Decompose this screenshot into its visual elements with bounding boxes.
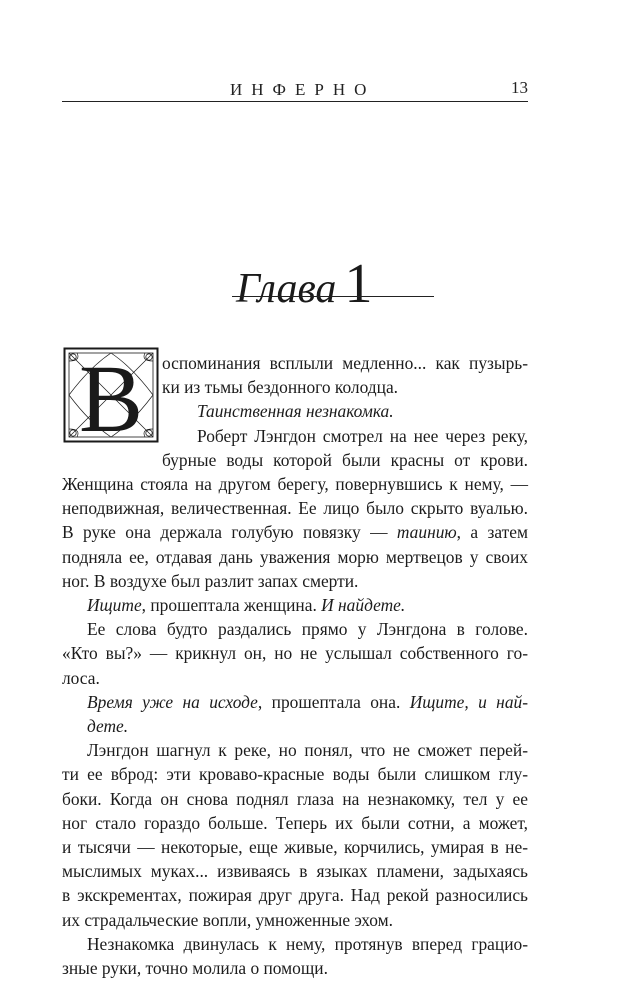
text-line <box>62 883 528 907</box>
text-run: в экскрементах, пожирая друг друга. Над рекой разносились <box>62 885 528 906</box>
text-run: Ее слова будто раздались прямо у Лэнгдона в голове. <box>87 619 528 640</box>
italic-run: Ищите <box>87 595 142 615</box>
text-run: ног стало гораздо больше. Теперь их были сотни, а может, <box>62 812 528 833</box>
text-line <box>62 666 100 690</box>
text-run: Лэнгдон шагнул к реке, но понял, что не сможет перей- <box>87 740 528 761</box>
text-run: боки. Когда он снова поднял глаза на незнакомку, тел у ее <box>62 788 528 809</box>
text-run: Незнакомка двинулась к нему, протянув вперед грацио- <box>87 933 528 954</box>
text-run: лоса. <box>62 667 100 688</box>
running-head <box>62 78 528 102</box>
text-run: ки из тьмы бездонного колодца. <box>162 377 399 398</box>
page-number: 13 <box>511 78 528 97</box>
text-line <box>87 593 405 617</box>
running-title: ИНФЕРНО <box>230 80 376 99</box>
chapter-word: Глава <box>236 266 337 312</box>
text-line <box>87 714 128 738</box>
text-line <box>87 617 528 641</box>
text-run: их страдальческие вопли, умноженные эхом. <box>62 909 393 930</box>
italic-run: Ищите, и най- <box>409 691 528 712</box>
text-line <box>87 738 528 762</box>
text-run: подняла ее, отдавая дань уважения морю мертвецов у своих <box>62 546 528 567</box>
chapter-heading <box>236 252 373 315</box>
italic-run: Таинственная незнакомка. <box>197 401 394 422</box>
text-run: и тысячи — некоторые, еще живые, корчились, умирая в не- <box>62 837 528 857</box>
text-line <box>62 641 528 665</box>
text-run: Женщина стояла на другом берегу, повернувшись к нему, — <box>62 474 528 494</box>
italic-run: дете. <box>87 716 129 736</box>
text-run: ног. В воздухе был разлит запах смерти. <box>62 570 359 591</box>
chapter-number: 1 <box>344 253 373 315</box>
text-line <box>162 448 528 472</box>
text-line <box>62 787 528 811</box>
text-run: , а затем <box>456 522 528 543</box>
text-run: В руке она держала голубую повязку — <box>62 522 397 543</box>
italic-run: таинию <box>396 522 457 543</box>
text-line <box>162 375 398 399</box>
text-line <box>62 811 528 835</box>
text-line <box>87 932 528 956</box>
text-line <box>62 520 528 544</box>
text-line <box>62 835 528 859</box>
text-line <box>62 908 393 932</box>
text-run: оспоминания всплыли медленно... как пузырь- <box>162 353 528 373</box>
text-run: Роберт Лэнгдон смотрел на нее через реку, <box>197 425 528 446</box>
text-line <box>62 545 528 569</box>
text-line <box>62 472 528 496</box>
text-line <box>62 956 328 980</box>
drop-cap <box>63 347 159 443</box>
header-rule <box>62 101 528 102</box>
chapter-rule <box>232 296 434 297</box>
text-line <box>62 762 528 786</box>
text-line <box>62 496 528 520</box>
text-line <box>197 424 528 448</box>
italic-run: И найдете. <box>321 595 406 615</box>
text-run: , прошептала она. <box>257 691 410 712</box>
text-run: мыслимых муках... извиваясь в языках пламени, задыхаясь <box>62 861 528 882</box>
text-line <box>87 690 528 714</box>
italic-run: Время уже на исходе <box>87 691 258 712</box>
text-run: неподвижная, величественная. Ее лицо было скрыто вуалью. <box>62 498 528 519</box>
text-run: зные руки, точно молила о помощи. <box>62 958 328 978</box>
text-run: , прошептала женщина. <box>141 595 322 615</box>
text-line <box>62 569 358 593</box>
drop-cap-letter: В <box>78 347 144 443</box>
text-line <box>62 859 528 883</box>
text-run: «Кто вы?» — крикнул он, но не услышал собственного го- <box>62 643 528 664</box>
text-run: ти ее вброд: эти кроваво-красные воды были слишком глу- <box>62 764 528 785</box>
text-run: бурные воды которой были красны от крови. <box>162 449 528 470</box>
text-line <box>162 351 528 375</box>
text-line <box>197 399 394 423</box>
